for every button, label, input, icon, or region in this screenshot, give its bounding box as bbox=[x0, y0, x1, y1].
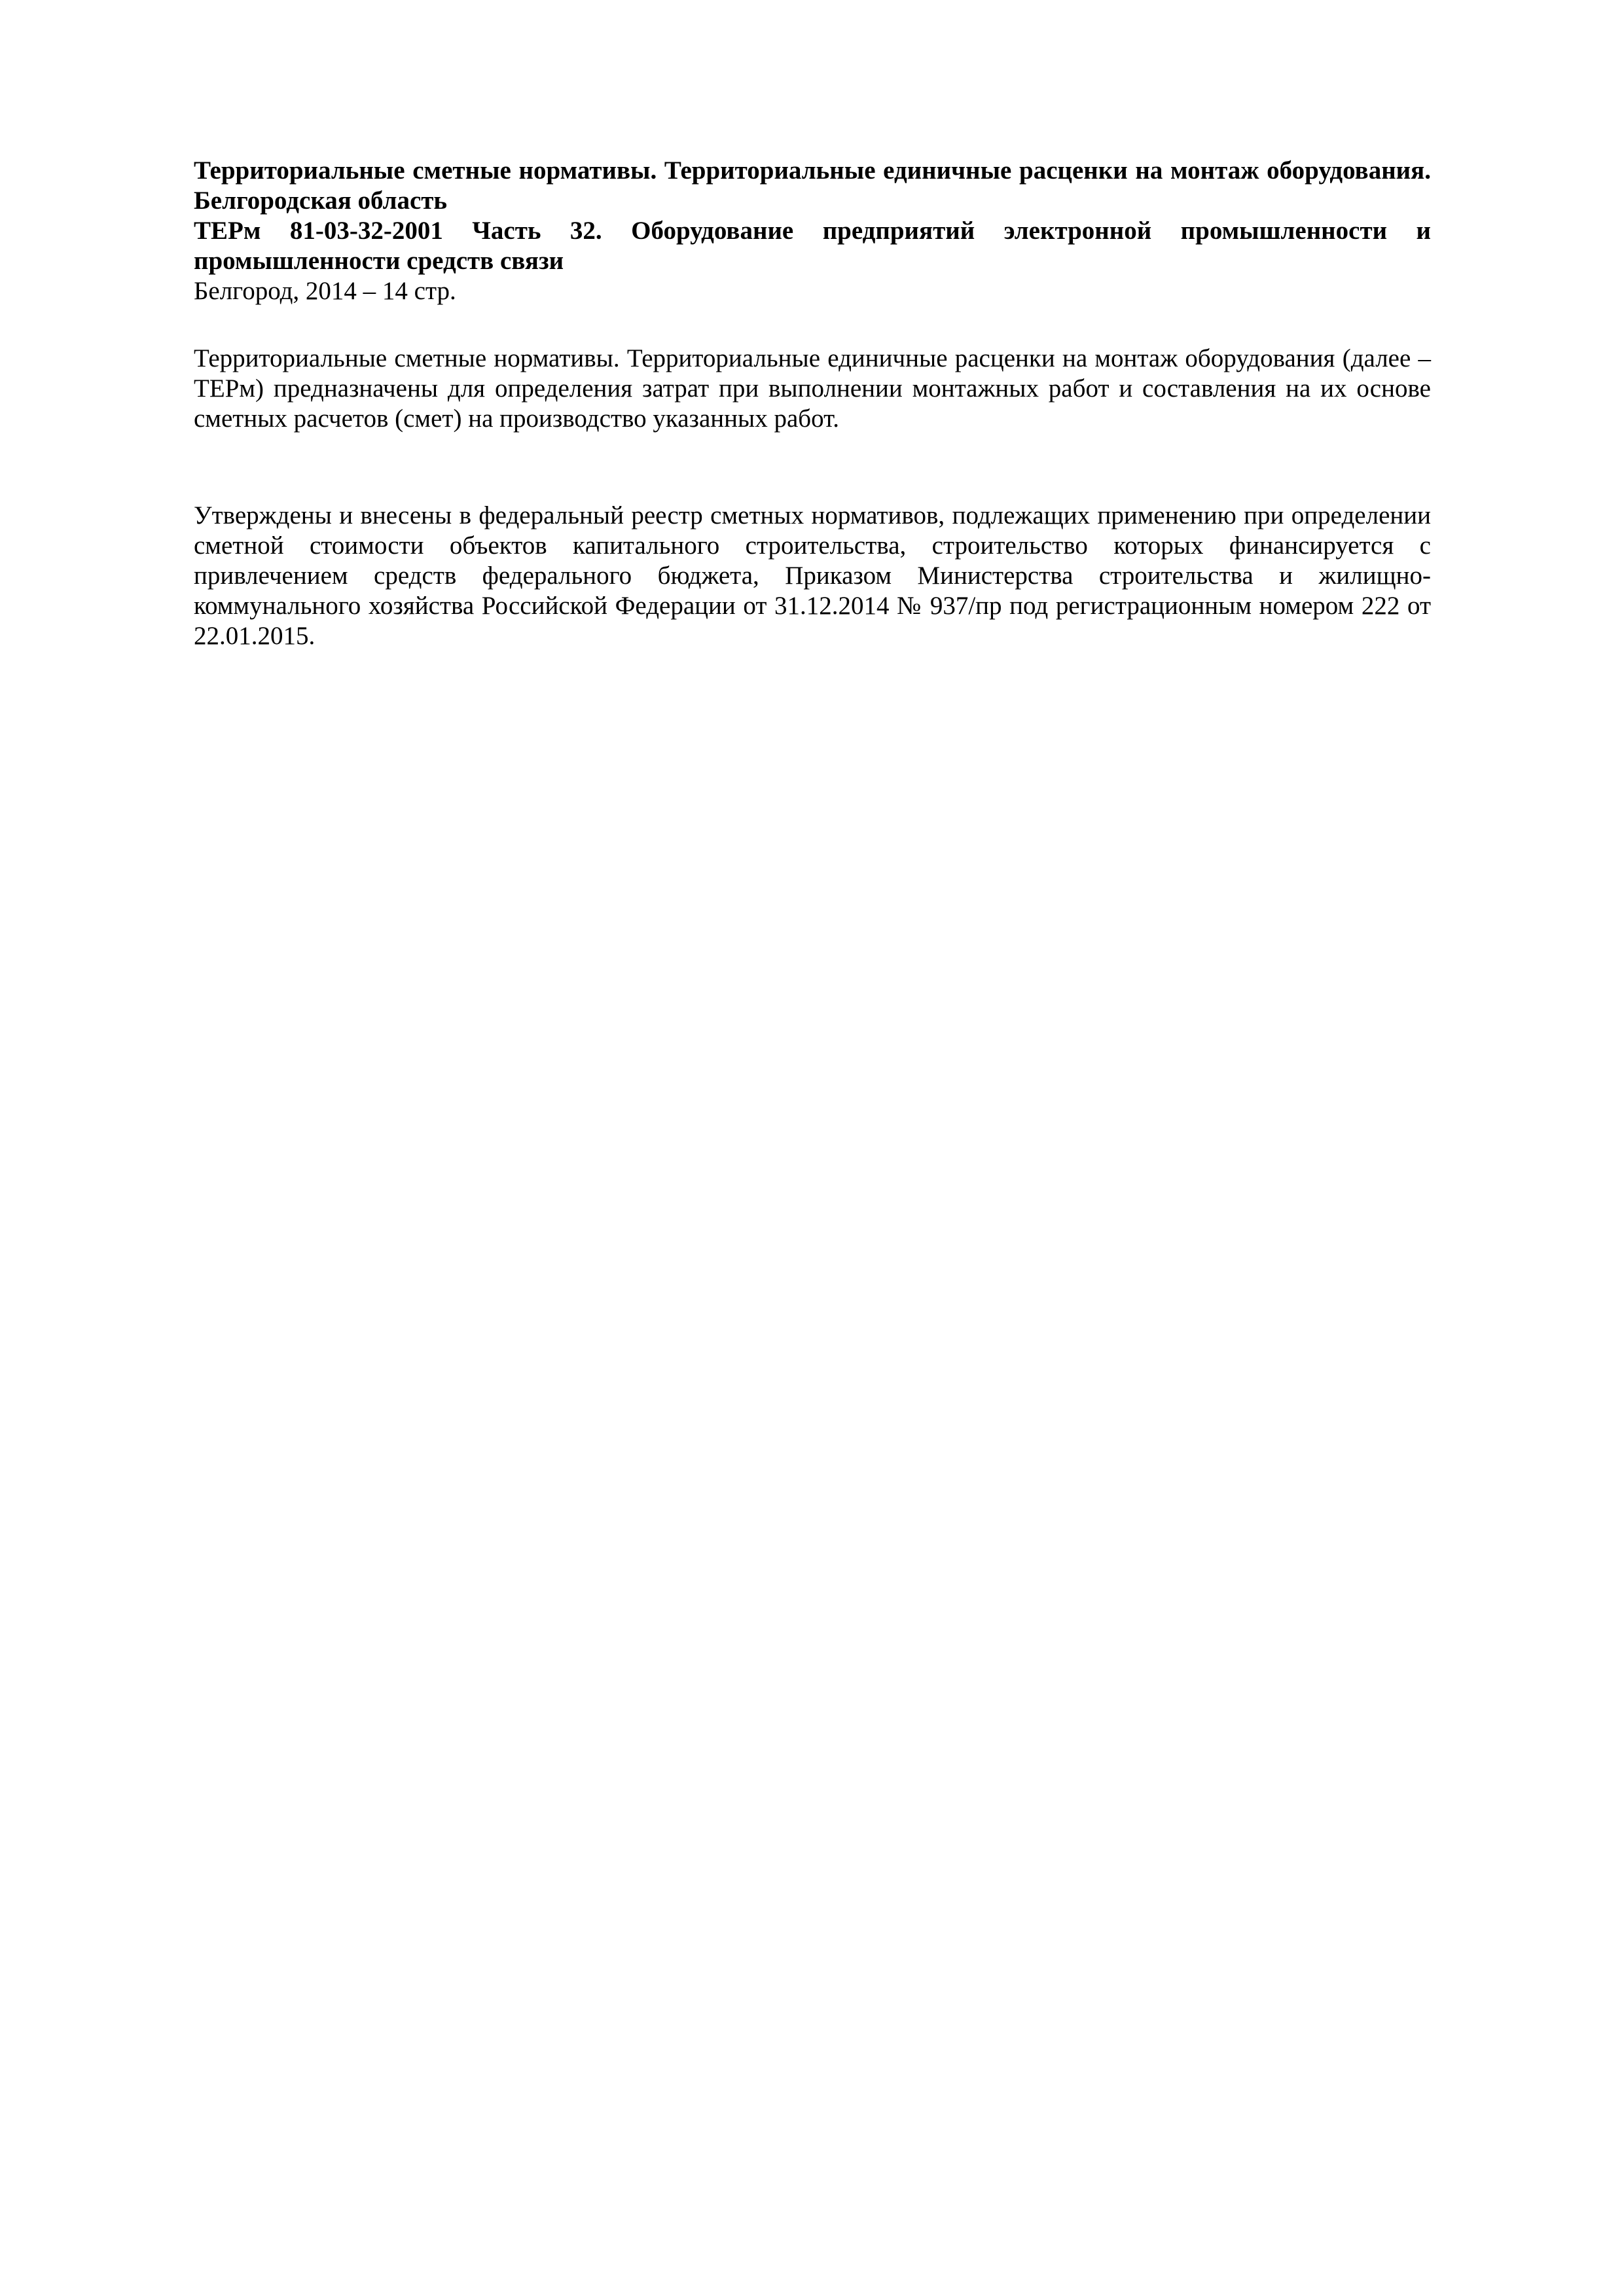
document-imprint: Белгород, 2014 – 14 стр. bbox=[194, 277, 456, 305]
approval-paragraph: Утверждены и внесены в федеральный реестр сметных нормативов, подлежащих применению при определении сметной стоимости объектов капитального строительства, строительство которых финансируется с привлечением средств федерального бюджета, Приказом Министерства строительства и жилищно-коммунального хозяйства Российской Федерации от 31.12.2014 № 937/пр под регистрационным номером 222 от 22.01.2015. bbox=[194, 501, 1431, 650]
document-subtitle: ТЕРм 81-03-32-2001 Часть 32. Оборудование предприятий электронной промышленности и промышленности средств связи bbox=[194, 217, 1431, 275]
bibliographic-header bbox=[194, 156, 1431, 306]
document-title: Территориальные сметные нормативы. Территориальные единичные расценки на монтаж оборудования. Белгородская область bbox=[194, 156, 1431, 215]
description-paragraph: Территориальные сметные нормативы. Территориальные единичные расценки на монтаж оборудования (далее – ТЕРм) предназначены для определения затрат при выполнении монтажных работ и составления на их основе сметных расчетов (смет) на производство указанных работ. bbox=[194, 344, 1431, 433]
